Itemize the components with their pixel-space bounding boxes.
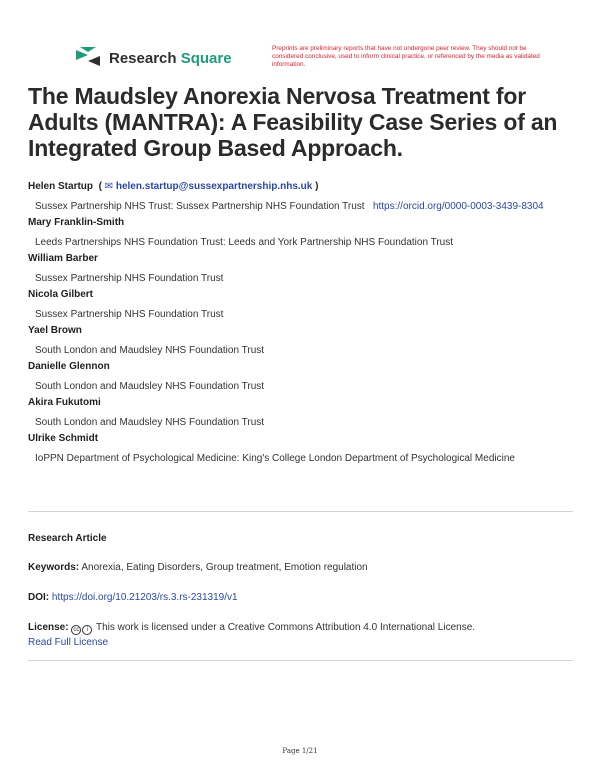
author-entry	[28, 432, 576, 468]
author-affiliation: IoPPN Department of Psychological Medicine: King's College London Department of Psychological Medicine	[35, 453, 515, 464]
author-name: Akira Fukutomi	[28, 397, 101, 408]
envelope-icon: ✉	[104, 181, 114, 192]
license-label: License:	[28, 622, 69, 633]
author-name: Danielle Glennon	[28, 361, 110, 372]
cc-icon: cc	[73, 627, 80, 633]
page-number: Page 1/21	[282, 747, 318, 755]
keywords-value: Anorexia, Eating Disorders, Group treatment, Emotion regulation	[81, 562, 368, 573]
author-affiliation: South London and Maudsley NHS Foundation Trust	[35, 345, 265, 356]
research-square-logo	[74, 47, 232, 69]
research-square-logo-icon	[74, 47, 102, 69]
author-name: Mary Franklin-Smith	[28, 217, 125, 228]
author-name: Yael Brown	[28, 325, 82, 336]
author-entry	[28, 396, 576, 432]
doi-label: DOI:	[28, 592, 50, 603]
doi-link[interactable]: https://doi.org/10.21203/rs.3.rs-231319/v1	[51, 592, 238, 603]
keywords-label: Keywords:	[28, 562, 80, 573]
license-text: This work is licensed under a Creative Commons Attribution 4.0 International License.	[95, 622, 476, 633]
keywords	[28, 560, 576, 575]
brand-name: Research Square	[109, 49, 232, 67]
article-type: Research Article	[28, 533, 107, 544]
author-entry	[28, 216, 576, 252]
license	[28, 620, 576, 650]
author-entry	[28, 252, 576, 288]
author-list	[28, 180, 576, 468]
author-affiliation: Sussex Partnership NHS Trust: Sussex Partnership NHS Foundation Trust	[35, 201, 365, 212]
attribution-icon: i	[82, 625, 92, 635]
author-name: Ulrike Schmidt	[28, 433, 99, 444]
doi	[28, 590, 576, 605]
author-affiliation: South London and Maudsley NHS Foundation Trust	[35, 381, 265, 392]
author-affiliation: Sussex Partnership NHS Foundation Trust	[35, 309, 224, 320]
author-affiliation: Leeds Partnerships NHS Foundation Trust: Leeds and York Partnership NHS Foundation Trust	[35, 237, 454, 248]
email-link[interactable]: ✉ helen.startup@sussexpartnership.nhs.uk	[104, 181, 313, 192]
orcid-link[interactable]: https://orcid.org/0000-0003-3439-8304	[372, 201, 544, 212]
author-entry	[28, 324, 576, 360]
author-affiliation: Sussex Partnership NHS Foundation Trust	[35, 273, 224, 284]
divider	[28, 511, 573, 512]
author-entry: Helen Startup ( ✉ helen.startup@sussexpartnership.nhs.uk ) Sussex Partnership NHS Trust: Sussex Partnership NHS Foundation Trust https://orcid.org/0000-0003-3439-8304	[28, 181, 544, 212]
author-entry	[28, 288, 576, 324]
paper-title: The Maudsley Anorexia Nervosa Treatment for Adults (MANTRA): A Feasibility Case Series of an Integrated Group Based Approach.	[28, 83, 558, 161]
author-name: Helen Startup	[28, 181, 94, 192]
author-entry	[28, 360, 576, 396]
author-affiliation: South London and Maudsley NHS Foundation Trust	[35, 417, 265, 428]
author-name: William Barber	[28, 253, 98, 264]
divider	[28, 660, 573, 661]
read-full-license-link[interactable]: Read Full License	[28, 637, 109, 648]
preprint-notice: Preprints are preliminary reports that have not undergone peer review. They should not be considered conclusive, used to inform clinical practice, or referenced by the media as validated information.	[272, 45, 540, 68]
author-name: Nicola Gilbert	[28, 289, 94, 300]
